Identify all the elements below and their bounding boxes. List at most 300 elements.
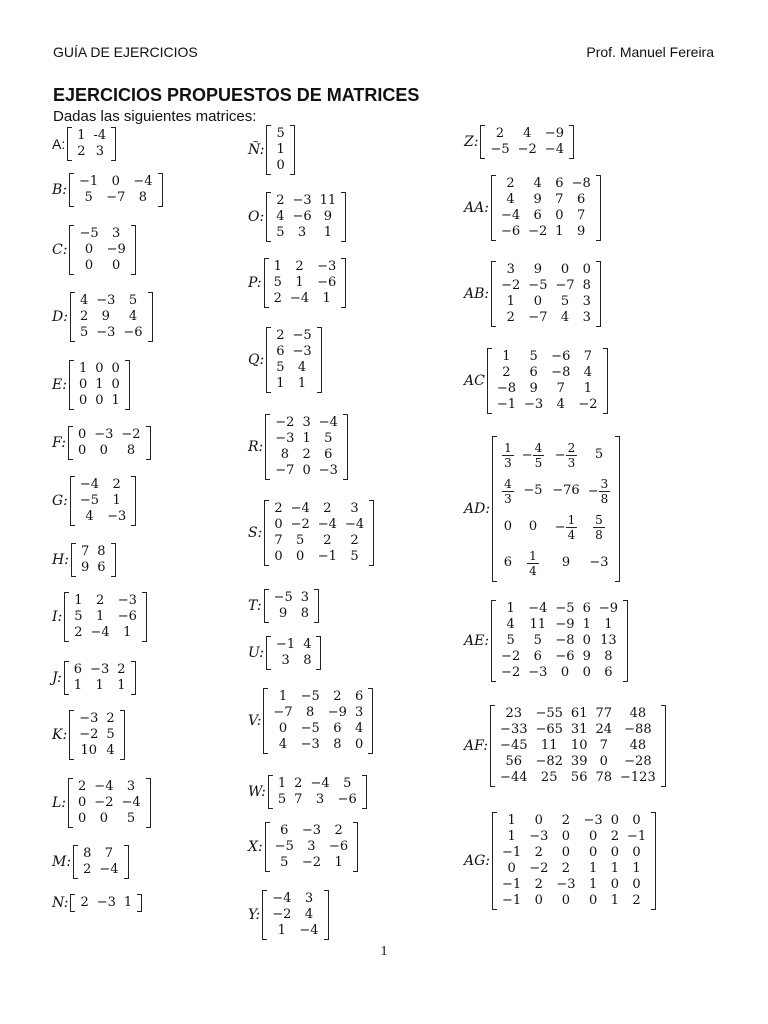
- matrix-cell: 5: [128, 293, 138, 308]
- matrix-cell: 5: [106, 727, 115, 742]
- matrix-brackets: [265, 414, 348, 480]
- matrix-row: [270, 517, 368, 533]
- matrix-cell: −6: [329, 839, 349, 854]
- fraction-numerator: 3: [600, 476, 609, 491]
- matrix-cell: −4: [79, 477, 100, 492]
- matrix-cell: −4: [299, 923, 319, 938]
- matrix-brackets: [69, 710, 124, 760]
- matrix-grid: [271, 823, 353, 871]
- matrix-row: [79, 846, 122, 862]
- matrix-row: [272, 209, 340, 225]
- matrix-grid: [497, 176, 595, 240]
- matrix-row: [76, 325, 147, 341]
- matrix-brackets: [263, 688, 373, 754]
- matrix-cell: −3: [117, 593, 137, 608]
- matrix-cell: −2: [275, 415, 295, 430]
- matrix-cell: 0: [561, 845, 571, 860]
- matrix-label: Ñ:: [248, 142, 265, 158]
- matrix-cell: 6: [97, 560, 106, 575]
- matrix-cell: −5: [292, 328, 312, 343]
- matrix-cell: 2: [534, 877, 543, 892]
- matrix-cell: 8: [83, 846, 92, 861]
- matrix-row: [271, 415, 342, 431]
- matrix-grid: [70, 662, 130, 694]
- matrix-block: [52, 592, 147, 642]
- matrix-cell: −5: [523, 483, 543, 498]
- matrix-cell: 4: [85, 509, 94, 524]
- matrix-grid: [270, 501, 368, 565]
- matrix-cell: 5: [277, 792, 287, 807]
- matrix-row: [271, 447, 342, 463]
- matrix-cell: 2: [273, 291, 282, 306]
- matrix-cell: 1: [506, 294, 515, 309]
- matrix-cell: 4: [278, 737, 288, 752]
- matrix-cell: 2: [334, 823, 343, 838]
- matrix-cell: −5: [79, 226, 99, 241]
- matrix-cell: 9: [279, 606, 288, 621]
- matrix-cell: −1: [502, 845, 522, 860]
- matrix-cell: 6: [577, 192, 586, 207]
- matrix-row: [498, 861, 650, 877]
- matrix-cell: 1: [323, 225, 333, 240]
- matrix-cell: −8: [551, 365, 571, 380]
- matrix-cell: 2: [276, 328, 285, 343]
- matrix-cell: −3: [275, 431, 295, 446]
- matrix-brackets: [69, 173, 163, 207]
- matrix-cell: −2: [501, 665, 521, 680]
- matrix-cell: 6: [604, 665, 613, 680]
- matrix-block: [248, 822, 358, 872]
- matrix-cell: 2: [78, 779, 87, 794]
- matrix-grid: [493, 349, 602, 413]
- matrix-cell: 48: [629, 738, 647, 753]
- matrix-row: [75, 174, 157, 190]
- matrix-row: [498, 893, 650, 909]
- matrix-row: [498, 877, 650, 893]
- matrix-brackets: [69, 225, 135, 275]
- matrix-cell: −28: [624, 754, 652, 769]
- matrix-cell: −3: [90, 662, 110, 677]
- fraction-denominator: 4: [567, 527, 576, 542]
- matrix-cell: 0: [78, 795, 87, 810]
- matrix-cell: −4: [121, 795, 141, 810]
- fraction-numerator: 2: [567, 440, 576, 455]
- matrix-cell: 7: [104, 846, 114, 861]
- matrix-cell: 7: [599, 738, 608, 753]
- matrix-brackets: [70, 476, 136, 526]
- matrix-cell: 0: [84, 258, 94, 273]
- matrix-row: [496, 738, 660, 754]
- matrix-cell: 3: [315, 792, 325, 807]
- matrix-label: D:: [52, 309, 68, 325]
- matrix-cell: 8: [333, 737, 342, 752]
- matrix-cell: 0: [78, 393, 88, 408]
- matrix-label: T:: [248, 598, 262, 614]
- matrix-grid: [272, 637, 315, 669]
- matrix-cell: −4: [344, 517, 365, 532]
- matrix-cell: 6: [276, 344, 285, 359]
- matrix-cell: 5: [296, 533, 305, 548]
- matrix-label: H:: [52, 552, 69, 568]
- matrix-brackets: [491, 261, 601, 327]
- matrix-cell: 3: [95, 144, 104, 159]
- matrix-cell: 3: [582, 310, 591, 325]
- matrix-cell: 1: [632, 861, 641, 876]
- fraction: [533, 441, 545, 470]
- matrix-cell: 2: [506, 310, 515, 325]
- matrix-cell: 0: [561, 829, 571, 844]
- matrix-cell: 0: [278, 721, 288, 736]
- matrix-cell: 4: [106, 743, 115, 758]
- page-title: EJERCICIOS PROPUESTOS DE MATRICES: [53, 85, 420, 105]
- matrix-block: [52, 360, 130, 410]
- matrix-cell: 3: [126, 779, 136, 794]
- matrix-row: [498, 545, 614, 581]
- matrix-cell: 0: [534, 893, 543, 908]
- matrix-row: [497, 601, 622, 617]
- matrix-label: I:: [52, 609, 63, 625]
- matrix-cell: −3: [317, 259, 337, 274]
- matrix-row: [269, 737, 367, 753]
- matrix-row: [70, 625, 141, 641]
- matrix-cell: 1: [583, 381, 593, 396]
- matrix-cell: 5: [560, 294, 570, 309]
- matrix-cell: −3: [96, 325, 116, 340]
- matrix-label: Y:: [248, 907, 261, 923]
- matrix-cell: 9: [323, 209, 333, 224]
- matrix-cell: 5: [324, 431, 333, 446]
- matrix-row: [75, 727, 118, 743]
- matrix-block: [248, 125, 295, 175]
- matrix-cell: −1: [496, 397, 516, 412]
- matrix-cell: [584, 473, 615, 509]
- matrix-cell: 1: [302, 431, 311, 446]
- matrix-row: [497, 224, 595, 240]
- matrix-cell: 1: [74, 593, 83, 608]
- matrix-cell: 2: [112, 477, 121, 492]
- matrix-cell: −6: [337, 792, 357, 807]
- matrix-cell: 1: [95, 678, 104, 693]
- matrix-row: [498, 473, 614, 509]
- matrix-cell: 61: [570, 706, 588, 721]
- matrix-cell: −1: [317, 549, 337, 564]
- matrix-cell: 13: [600, 633, 617, 648]
- matrix-row: [269, 721, 367, 737]
- matrix-brackets: [492, 436, 620, 582]
- matrix-row: [272, 376, 315, 392]
- matrix-brackets: [70, 894, 142, 912]
- matrix-label: AD:: [464, 501, 491, 517]
- matrix-cell: 5: [276, 360, 285, 375]
- matrix-cell: 56: [570, 770, 588, 785]
- matrix-cell: −3: [529, 829, 549, 844]
- matrix-cell: 8: [300, 606, 310, 621]
- matrix-cell: 1: [334, 855, 343, 870]
- matrix-grid: [79, 846, 122, 878]
- matrix-cell: 9: [577, 224, 586, 239]
- matrix-cell: −88: [624, 722, 652, 737]
- matrix-cell: 4: [79, 293, 89, 308]
- matrix-row: [75, 190, 157, 206]
- matrix-row: [270, 590, 313, 606]
- matrix-label: V:: [248, 713, 262, 729]
- matrix-brackets: [266, 125, 294, 175]
- matrix-cell: 7: [583, 349, 593, 364]
- matrix-label: W:: [248, 784, 266, 800]
- matrix-cell: 1: [276, 376, 285, 391]
- matrix-cell: 0: [632, 813, 641, 828]
- matrix-cell: 1: [322, 291, 331, 306]
- matrix-cell: −6: [292, 209, 312, 224]
- matrix-cell: [498, 473, 518, 509]
- matrix-row: [272, 158, 288, 174]
- matrix-grid: [75, 174, 157, 206]
- matrix-row: [76, 509, 130, 525]
- matrix-row: [70, 609, 141, 625]
- matrix-cell: 8: [582, 278, 591, 293]
- matrix-cell: 6: [533, 208, 542, 223]
- matrix-row: [73, 144, 110, 160]
- matrix-cell: 1: [588, 861, 598, 876]
- matrix-row: [79, 862, 122, 878]
- matrix-row: [496, 706, 660, 722]
- matrix-cell: −1: [502, 877, 522, 892]
- matrix-block: [464, 125, 574, 159]
- matrix-row: [75, 242, 129, 258]
- matrix-cell: −3: [318, 463, 338, 478]
- matrix-grid: [75, 361, 124, 409]
- matrix-cell: 2: [561, 861, 571, 876]
- matrix-cell: 2: [274, 501, 283, 516]
- matrix-cell: 5: [350, 549, 359, 564]
- matrix-cell: −6: [123, 325, 143, 340]
- matrix-block: [248, 192, 346, 242]
- matrix-cell: [584, 509, 615, 545]
- matrix-row: [497, 617, 622, 633]
- matrix-cell: 0: [610, 877, 619, 892]
- matrix-cell: 2: [79, 309, 89, 324]
- matrix-cell: 8: [306, 705, 315, 720]
- matrix-brackets: [491, 600, 628, 682]
- fraction-numerator: 4: [504, 476, 512, 491]
- matrix-cell: 6: [354, 689, 364, 704]
- matrix-cell: 5: [273, 275, 282, 290]
- matrix-grid: [272, 126, 288, 174]
- matrix-row: [270, 606, 313, 622]
- matrix-cell: 1: [77, 128, 86, 143]
- matrix-cell: 0: [582, 633, 591, 648]
- matrix-cell: 2: [561, 813, 571, 828]
- fraction-numerator: 4: [534, 440, 543, 455]
- matrix-cell: 11: [319, 193, 337, 208]
- matrix-cell: 0: [302, 463, 311, 478]
- matrix-label: Q:: [248, 352, 265, 368]
- matrix-cell: 0: [632, 877, 641, 892]
- matrix-cell: 0: [507, 861, 516, 876]
- matrix-block: [52, 292, 153, 342]
- matrix-cell: 5: [84, 190, 93, 205]
- matrix-cell: 3: [300, 590, 310, 605]
- matrix-block: [52, 173, 163, 207]
- matrix-cell: −1: [626, 829, 647, 844]
- matrix-cell: 7: [555, 192, 564, 207]
- matrix-cell: 0: [560, 262, 570, 277]
- matrix-row: [271, 823, 353, 839]
- matrix-cell: 9: [101, 309, 110, 324]
- matrix-cell: −4: [99, 862, 119, 877]
- matrix-cell: −6: [500, 224, 521, 239]
- matrix-cell: −5: [273, 590, 293, 605]
- matrix-cell: 1: [610, 861, 619, 876]
- matrix-cell: 1: [502, 349, 511, 364]
- matrix-grid: [74, 779, 145, 827]
- matrix-row: [493, 381, 602, 397]
- matrix-cell: 3: [302, 415, 311, 430]
- matrix-row: [74, 779, 145, 795]
- matrix-cell: 3: [304, 891, 314, 906]
- matrix-cell: −8: [555, 633, 575, 648]
- matrix-cell: −4: [318, 415, 338, 430]
- matrix-row: [497, 208, 595, 224]
- matrix-row: [268, 891, 322, 907]
- matrix-brackets: [68, 426, 151, 460]
- matrix-cell: −3: [79, 711, 99, 726]
- matrix-grid: [268, 891, 322, 939]
- matrix-grid: [497, 262, 595, 326]
- matrix-label: C:: [52, 242, 68, 258]
- matrix-cell: 10: [80, 743, 98, 758]
- fraction: [502, 477, 514, 506]
- matrix-cell: −3: [107, 509, 127, 524]
- matrix-cell: −6: [117, 609, 137, 624]
- matrix-cell: 3: [506, 262, 515, 277]
- fraction-denominator: 3: [504, 491, 512, 506]
- matrix-cell: 0: [533, 294, 543, 309]
- matrix-cell: −3: [300, 737, 320, 752]
- matrix-label: U:: [248, 645, 265, 661]
- matrix-row: [496, 770, 660, 786]
- matrix-cell: −2: [272, 907, 292, 922]
- matrix-cell: 2: [495, 126, 505, 141]
- matrix-cell: −2: [528, 224, 548, 239]
- matrix-cell: 4: [533, 176, 542, 191]
- matrix-row: [493, 365, 602, 381]
- matrix-cell: 1: [295, 275, 304, 290]
- fraction-numerator: 1: [567, 512, 576, 527]
- matrix-cell: 5: [280, 855, 289, 870]
- matrix-label: O:: [248, 209, 265, 225]
- matrix-row: [498, 845, 650, 861]
- matrix-row: [77, 560, 110, 576]
- matrix-row: [270, 259, 341, 275]
- matrix-grid: [270, 259, 341, 307]
- matrix-cell: 6: [533, 649, 542, 664]
- matrix-brackets: [264, 500, 374, 566]
- matrix-cell: 78: [595, 770, 613, 785]
- matrix-cell: 0: [588, 845, 598, 860]
- matrix-cell: −4: [544, 142, 564, 157]
- matrix-cell: −2: [501, 649, 521, 664]
- matrix-cell: −3: [94, 427, 114, 442]
- header-left: GUÍA DE EJERCICIOS: [53, 44, 198, 60]
- matrix-row: [272, 328, 315, 344]
- matrix-cell: 0: [534, 813, 543, 828]
- matrix-cell: 0: [95, 361, 104, 376]
- matrix-block: [248, 688, 373, 754]
- matrix-cell: 5: [126, 811, 136, 826]
- matrix-cell: 0: [560, 665, 570, 680]
- matrix-cell: 2: [276, 193, 285, 208]
- matrix-cell: 1: [273, 259, 282, 274]
- matrix-cell: −9: [327, 705, 347, 720]
- matrix-brackets: [480, 125, 574, 159]
- matrix-cell: −8: [496, 381, 516, 396]
- fraction: [566, 513, 578, 542]
- matrix-block: [248, 636, 321, 670]
- matrix-grid: [497, 601, 622, 681]
- matrix-row: [76, 309, 147, 325]
- matrix-block: [248, 890, 329, 940]
- matrix-cell: −8: [571, 176, 591, 191]
- matrix-cell: 0: [84, 242, 94, 257]
- fraction-sign: −: [521, 447, 533, 463]
- matrix-cell: 9: [561, 555, 571, 570]
- matrix-cell: −55: [535, 706, 563, 721]
- fraction: [566, 441, 578, 470]
- page-subtitle: Dadas las siguientes matrices:: [53, 108, 257, 125]
- matrix-cell: −6: [555, 649, 575, 664]
- matrix-row: [70, 593, 141, 609]
- matrix-cell: 5: [74, 609, 83, 624]
- matrix-cell: 0: [561, 893, 571, 908]
- matrix-row: [497, 278, 595, 294]
- matrix-grid: [269, 689, 367, 753]
- matrix-cell: 1: [95, 377, 104, 392]
- matrix-cell: −2: [529, 861, 549, 876]
- matrix-grid: [498, 437, 614, 581]
- matrix-cell: 0: [99, 443, 108, 458]
- matrix-row: [498, 509, 614, 545]
- matrix-grid: [272, 328, 315, 392]
- matrix-cell: 4: [303, 637, 312, 652]
- matrix-cell: −2: [94, 795, 114, 810]
- matrix-cell: −3: [292, 193, 312, 208]
- matrix-label: AA:: [464, 200, 489, 216]
- matrix-cell: 0: [582, 262, 591, 277]
- matrix-cell: 3: [354, 705, 364, 720]
- matrix-cell: −6: [317, 275, 337, 290]
- matrix-cell: −7: [106, 190, 126, 205]
- matrix-cell: 0: [528, 519, 538, 534]
- matrix-cell: 0: [99, 811, 109, 826]
- matrix-cell: -4: [93, 128, 107, 143]
- matrix-row: [498, 829, 650, 845]
- matrix-brackets: [266, 192, 346, 242]
- matrix-row: [271, 855, 353, 871]
- fraction-numerator: 1: [504, 440, 512, 455]
- matrix-row: [496, 754, 660, 770]
- matrix-cell: 6: [555, 176, 564, 191]
- matrix-label: R:: [248, 439, 264, 455]
- matrix-cell: −4: [272, 891, 292, 906]
- matrix-cell: 23: [505, 706, 523, 721]
- matrix-row: [497, 176, 595, 192]
- matrix-row: [493, 397, 602, 413]
- matrix-cell: 0: [582, 665, 591, 680]
- matrix-cell: 1: [73, 678, 83, 693]
- matrix-row: [274, 792, 361, 808]
- matrix-cell: 1: [582, 617, 591, 632]
